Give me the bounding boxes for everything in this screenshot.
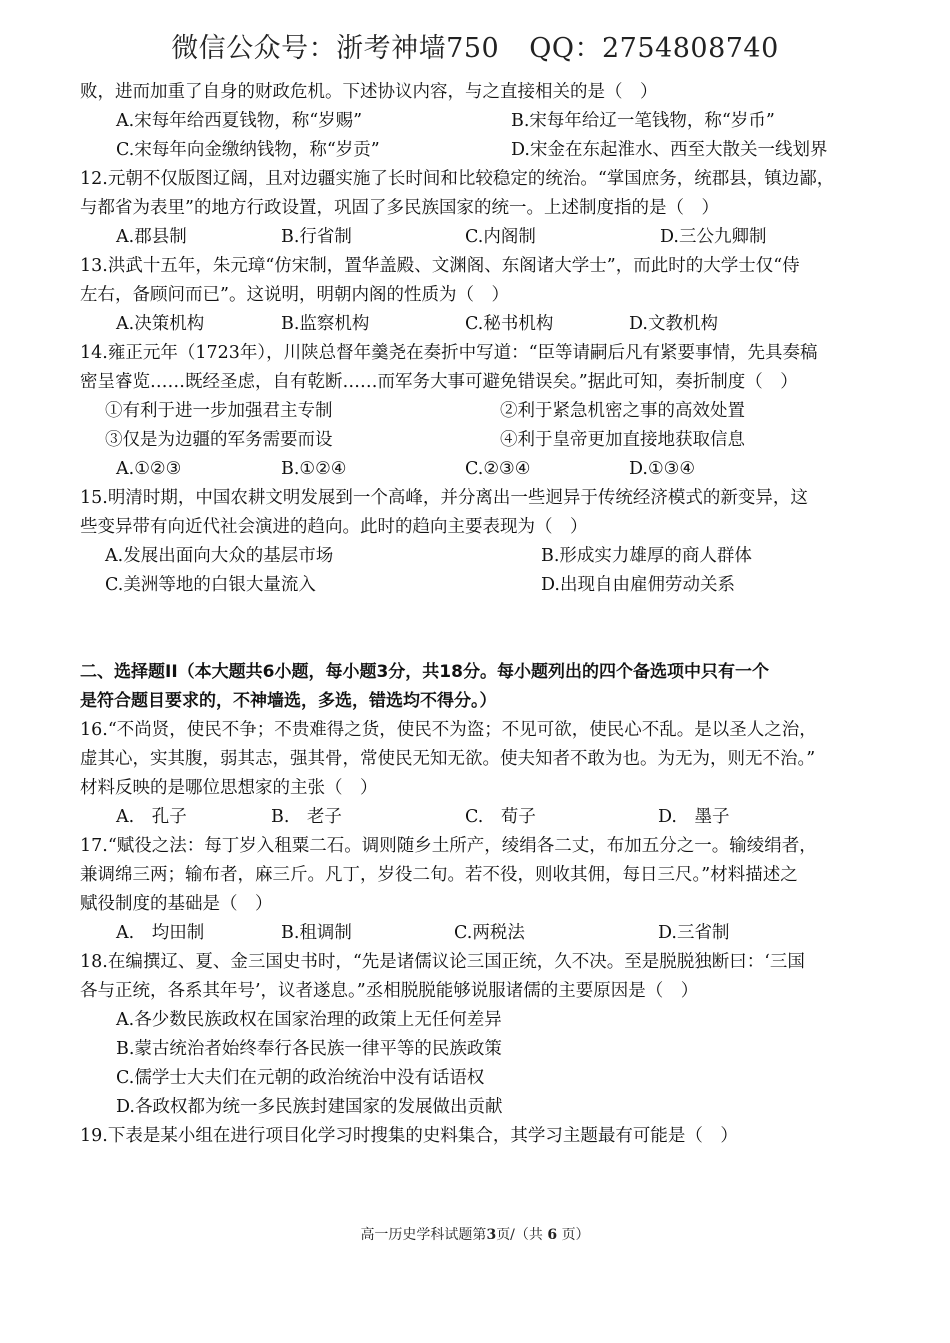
q15-options-row1 [80,542,885,571]
footer-middle: 页/（共 [496,1227,543,1243]
footer-page-number: 3 [486,1227,497,1243]
q14-statement-3: ③仅是为边疆的军务需要而设 [105,430,333,450]
q15-option-d: D.出现自由雇佣劳动关系 [541,575,735,595]
footer-suffix: 页） [561,1227,590,1243]
q14-statement-4: ④利于皇帝更加直接地获取信息 [500,430,745,450]
q17-option-d: D.三省制 [658,923,730,943]
q11-stem-tail: 败，进而加重了自身的财政危机。下述协议内容，与之直接相关的是（ ） [80,82,658,102]
q17-option-c: C.两税法 [454,923,525,943]
q14-stem-line1: 14.雍正元年（1723年），川陕总督年羹尧在奏折中写道：“臣等请嗣后凡有紧要事情，先具奏稿 [80,343,818,363]
q18-stem-line1: 18.在编撰辽、夏、金三国史书时，“先是诸儒议论三国正统，久不决。至是脱脱独断曰：‘三国 [80,952,805,972]
q12-option-b: B.行省制 [281,227,352,247]
q17-options [80,919,885,948]
q18-stem-line2: 各与正统，各系其年号’，议者遂息。”丞相脱脱能够说服诸儒的主要原因是（ ） [80,981,699,1001]
q13-option-a: A.决策机构 [116,314,205,334]
q16-stem-line1: 16.“不尚贤，使民不争；不贵难得之货，使民不为盗；不见可欲，使民心不乱。是以圣人之治， [80,720,817,740]
q16-stem-line2: 虚其心，实其腹，弱其志，强其骨，常使民无知无欲。使夫知者不敢为也。为无为，则无不治。” [80,749,816,769]
q17-stem-line3: 赋役制度的基础是（ ） [80,894,273,914]
q18-option-a: A.各少数民族政权在国家治理的政策上无任何差异 [116,1010,502,1030]
q13-option-b: B.监察机构 [281,314,370,334]
q11-option-a: A.宋每年给西夏钱物，称“岁赐” [116,111,363,131]
q14-statements-row1 [80,397,885,426]
q16-option-b: B. 老子 [271,807,342,827]
q12-option-d: D.三公九卿制 [660,227,767,247]
section2-heading-line2: 是符合题目要求的，不神墙选，多选，错选均不得分。） [80,691,497,711]
section-gap [80,600,885,658]
q18-option-b: B.蒙古统治者始终奉行各民族一律平等的民族政策 [116,1039,502,1059]
q14-stem-line2: 密呈睿览……既经圣虑，自有乾断……而军务大事可避免错误矣。”据此可知，奏折制度（ ） [80,372,798,392]
q17-stem-line2: 兼调绵三两；输布者，麻三斤。凡丁，岁役二旬。若不役，则收其佣，每日三尺。”材料描述之 [80,865,798,885]
q17-option-b: B.租调制 [281,923,352,943]
q12-option-a: A.郡县制 [116,227,187,247]
q15-stem-line2: 些变异带有向近代社会演进的趋向。此时的趋向主要表现为（ ） [80,517,588,537]
q14-option-d: D.①③④ [629,459,696,479]
q15-stem-line1: 15.明清时期，中国农耕文明发展到一个高峰，并分离出一些迥异于传统经济模式的新变异，这 [80,488,808,508]
q16-option-d: D. 墨子 [658,807,730,827]
q13-option-c: C.秘书机构 [465,314,554,334]
q17-stem-line1: 17.“赋役之法：每丁岁入租粟二石。调则随乡土所产，绫绢各二丈，布加五分之一。输绫绢者， [80,836,817,856]
q17-option-a: A. 均田制 [116,923,205,943]
q11-option-d: D.宋金在东起淮水、西至大散关一线划界 [511,140,828,160]
q11-option-b: B.宋每年给辽一笔钱物，称“岁币” [511,111,775,131]
section2-heading-line1: 二、选择题II（本大题共6小题，每小题3分，共18分。每小题列出的四个备选项中只有一个 [80,662,769,682]
q14-statement-2: ②利于紧急机密之事的高效处置 [500,401,745,421]
q13-option-d: D.文教机构 [629,314,718,334]
footer-prefix: 高一历史学科试题第 [360,1227,487,1243]
q15-option-c: C.美洲等地的白银大量流入 [105,575,316,595]
q14-statements-row2 [80,426,885,455]
q13-stem-line1: 13.洪武十五年，朱元璋“仿宋制，置华盖殿、文渊阁、东阁诸大学士”，而此时的大学士仅“侍 [80,256,800,276]
q12-options [80,223,885,252]
qq-number: QQ：2754808740 [529,33,779,64]
q13-options [80,310,885,339]
q15-option-a: A.发展出面向大众的基层市场 [105,546,334,566]
q15-option-b: B.形成实力雄厚的商人群体 [541,546,752,566]
q12-stem-line1: 12.元朝不仅版图辽阔，且对边疆实施了长时间和比较稳定的统治。“掌国庶务，统郡县，镇边鄙， [80,169,835,189]
q11-options-row2 [80,136,885,165]
q14-option-c: C.②③④ [465,459,531,479]
question-content [80,78,885,1151]
q11-options-row1 [80,107,885,136]
page-header [0,26,950,65]
q14-option-b: B.①②④ [281,459,347,479]
q14-options [80,455,885,484]
q12-stem-line2: 与都省为表里”的地方行政设置，巩固了多民族国家的统一。上述制度指的是（ ） [80,198,719,218]
q13-stem-line2: 左右，备顾问而已”。这说明，明朝内阁的性质为（ ） [80,285,509,305]
q16-options [80,803,885,832]
q16-option-c: C. 荀子 [465,807,536,827]
q16-stem-line3: 材料反映的是哪位思想家的主张（ ） [80,778,378,798]
q18-option-c: C.儒学士大夫们在元朝的政治统治中没有话语权 [116,1068,485,1088]
q18-option-d: D.各政权都为统一多民族封建国家的发展做出贡献 [116,1097,503,1117]
q14-statement-1: ①有利于进一步加强君主专制 [105,401,333,421]
q16-option-a: A. 孔子 [116,807,187,827]
wechat-account: 微信公众号：浙考神墙750 [171,33,500,64]
q14-option-a: A.①②③ [116,459,182,479]
q11-option-c: C.宋每年向金缴纳钱物，称“岁贡” [116,140,380,160]
q12-option-c: C.内阁制 [465,227,536,247]
q15-options-row2 [80,571,885,600]
page-footer [0,1224,950,1244]
q19-stem-line1: 19.下表是某小组在进行项目化学习时搜集的史料集合，其学习主题最有可能是（ ） [80,1126,738,1146]
footer-total-pages: 6 [547,1227,558,1243]
